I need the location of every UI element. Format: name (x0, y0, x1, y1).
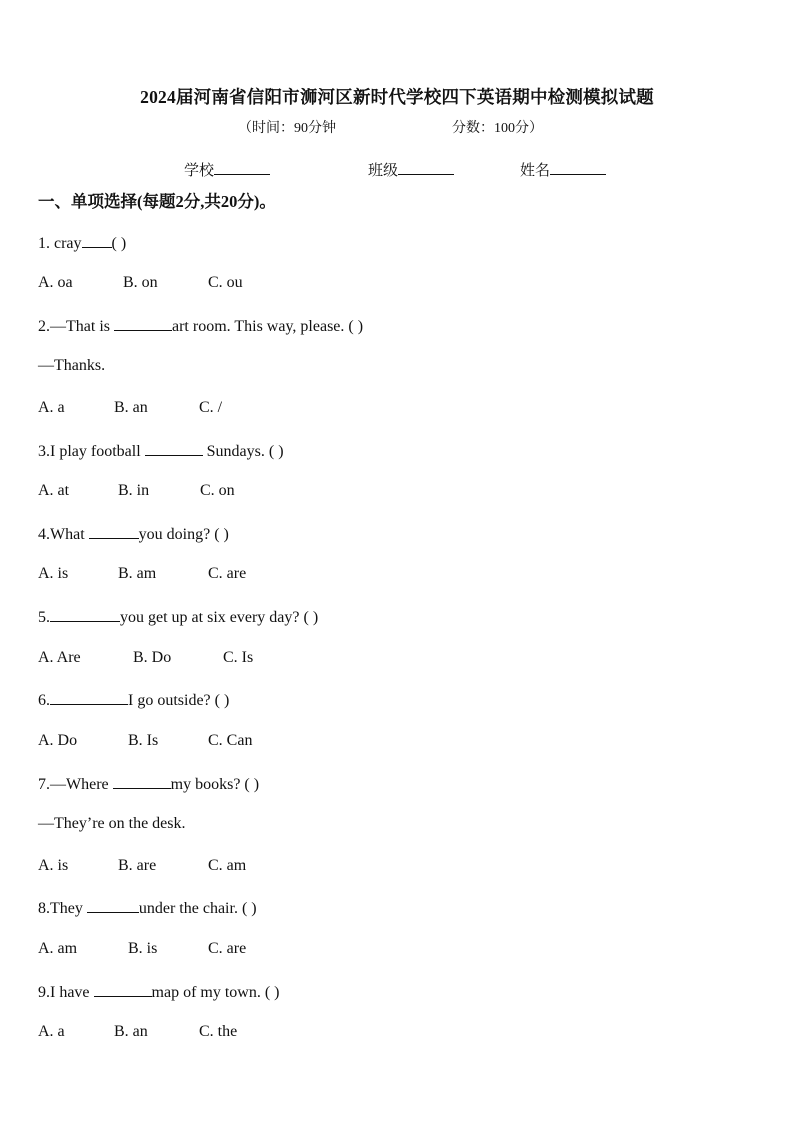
question-5 (38, 607, 318, 627)
option-a: A. is (38, 565, 69, 582)
question-8 (38, 898, 257, 918)
answer-blank (89, 524, 139, 539)
question-4 (38, 524, 229, 544)
reply-2: —Thanks. (38, 357, 106, 374)
option-a: A. is (38, 857, 69, 874)
school-field (184, 159, 270, 180)
question-stem: my books? ( ) (170, 776, 260, 793)
option-b: B. Is (128, 732, 159, 749)
question-stem: 3.I play football (38, 443, 145, 460)
option-c: C. Can (208, 732, 253, 749)
option-b: B. an (114, 399, 148, 416)
options-5 (38, 649, 253, 667)
question-7 (38, 774, 259, 794)
option-a: A. Do (38, 732, 78, 749)
question-stem: 4.What (38, 526, 89, 543)
answer-blank (50, 690, 128, 705)
reply-7: —They’re on the desk. (38, 815, 186, 832)
question-6 (38, 690, 229, 710)
question-9 (38, 982, 280, 1002)
option-b: B. an (114, 1023, 148, 1040)
question-stem: you doing? ( ) (138, 526, 229, 543)
class-field (368, 159, 454, 180)
question-stem: Sundays. ( ) (202, 443, 284, 460)
option-a: A. am (38, 940, 78, 957)
answer-blank (87, 898, 139, 913)
school-blank (214, 160, 270, 175)
question-stem: map of my town. ( ) (151, 984, 280, 1001)
option-c: C. are (208, 940, 247, 957)
options-8 (38, 940, 246, 958)
options-9 (38, 1023, 237, 1041)
answer-blank (94, 982, 152, 997)
name-blank (550, 160, 606, 175)
options-6 (38, 732, 252, 750)
name-label: 姓名 (520, 163, 551, 179)
question-stem: under the chair. ( ) (138, 900, 257, 917)
question-stem: 8.They (38, 900, 87, 917)
option-a: A. at (38, 482, 70, 499)
option-b: B. is (128, 940, 158, 957)
section-heading: 一、单项选择(每题2分,共20分)。 (38, 192, 276, 211)
option-c: C. the (199, 1023, 238, 1040)
option-b: B. on (123, 274, 158, 291)
options-1 (38, 274, 243, 292)
question-stem: I go outside? ( ) (128, 692, 230, 709)
question-2 (38, 316, 363, 336)
option-a: A. a (38, 399, 65, 416)
question-stem: 6. (38, 692, 50, 709)
options-3 (38, 482, 235, 500)
option-b: B. am (118, 565, 157, 582)
answer-blank (82, 233, 112, 248)
option-a: A. oa (38, 274, 73, 291)
question-stem: 1. cray (38, 235, 82, 252)
question-stem: 2.—That is (38, 318, 114, 335)
options-7 (38, 857, 246, 875)
option-c: C. Is (223, 649, 254, 666)
class-blank (398, 160, 454, 175)
exam-score: 分数：100分） (452, 121, 543, 136)
option-c: C. on (200, 482, 235, 499)
question-1 (38, 233, 126, 253)
question-3 (38, 441, 284, 461)
answer-blank (50, 607, 120, 622)
option-b: B. are (118, 857, 157, 874)
answer-blank (145, 441, 203, 456)
option-c: C. / (199, 399, 223, 416)
option-c: C. ou (208, 274, 243, 291)
question-stem: art room. This way, please. ( ) (172, 318, 364, 335)
school-label: 学校 (184, 163, 215, 179)
name-field (520, 159, 606, 180)
question-stem: 9.I have (38, 984, 94, 1001)
option-b: B. Do (133, 649, 172, 666)
answer-blank (114, 316, 172, 331)
options-4 (38, 565, 246, 583)
class-label: 班级 (368, 163, 399, 179)
option-b: B. in (118, 482, 150, 499)
answer-blank (113, 774, 171, 789)
option-a: A. a (38, 1023, 65, 1040)
option-a: A. Are (38, 649, 81, 666)
page-title: 2024届河南省信阳市浉河区新时代学校四下英语期中检测模拟试题 (140, 87, 654, 107)
question-stem: 5. (38, 609, 50, 626)
question-stem: you get up at six every day? ( ) (120, 609, 319, 626)
option-c: C. am (208, 857, 247, 874)
question-stem: ( ) (111, 235, 127, 252)
options-2 (38, 399, 222, 417)
question-stem: 7.—Where (38, 776, 113, 793)
option-c: C. are (208, 565, 247, 582)
exam-time: （时间：90分钟 (238, 121, 336, 136)
